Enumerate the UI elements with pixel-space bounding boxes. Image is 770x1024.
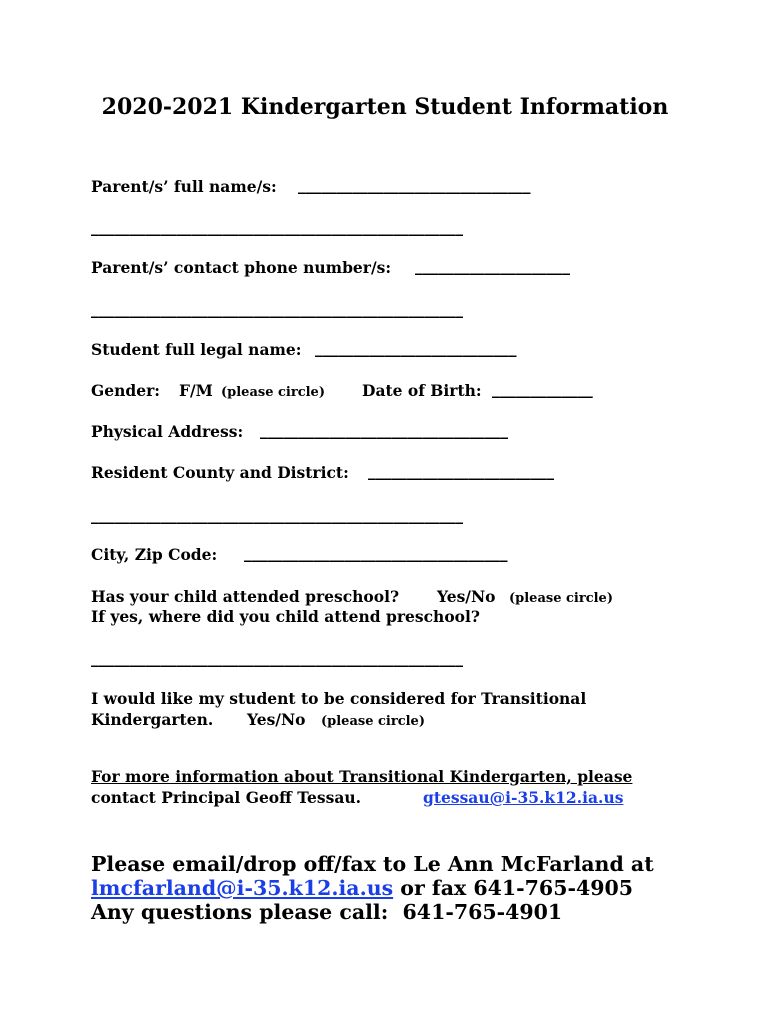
- parent-name-label: Parent/s’ full name/s:: [91, 177, 277, 196]
- parent-phone-label: Parent/s’ contact phone number/s:: [91, 258, 392, 277]
- transitional-note: (please circle): [321, 714, 425, 729]
- parent-phone-field-line2[interactable]: ________________________________________________: [91, 299, 463, 318]
- info-line1: For more information about Transitional Kindergarten, please: [91, 767, 633, 786]
- transitional-options[interactable]: Yes/No: [247, 710, 306, 729]
- preschool-followup: If yes, where did you child attend preschool?: [91, 607, 480, 626]
- county-label: Resident County and District:: [91, 463, 349, 482]
- transitional-line1: I would like my student to be considered for Transitional: [91, 689, 587, 708]
- address-field[interactable]: ________________________________: [260, 420, 508, 439]
- student-name-field[interactable]: __________________________: [315, 338, 517, 357]
- info-line2: contact Principal Geoff Tessau.: [91, 788, 362, 807]
- address-label: Physical Address:: [91, 422, 244, 441]
- contact-email-link[interactable]: lmcfarland@i-35.k12.ia.us: [91, 876, 394, 900]
- dob-field[interactable]: _____________: [492, 379, 593, 398]
- footer-line1: Please email/drop off/fax to Le Ann McFarland at: [91, 852, 654, 876]
- gender-options[interactable]: F/M: [179, 381, 213, 400]
- preschool-where-field[interactable]: ________________________________________________: [91, 648, 463, 667]
- dob-label: Date of Birth:: [362, 381, 482, 400]
- county-field[interactable]: ________________________: [368, 461, 554, 480]
- fax-number: or fax 641-765-4905: [393, 876, 634, 900]
- city-zip-label: City, Zip Code:: [91, 545, 218, 564]
- preschool-question: Has your child attended preschool?: [91, 587, 400, 606]
- gender-label: Gender:: [91, 381, 160, 400]
- parent-phone-field[interactable]: ____________________: [415, 256, 570, 275]
- city-zip-field[interactable]: __________________________________: [244, 543, 508, 562]
- preschool-note: (please circle): [509, 591, 613, 606]
- transitional-line2: Kindergarten.: [91, 710, 214, 729]
- preschool-options[interactable]: Yes/No: [437, 587, 496, 606]
- footer-line2: [91, 876, 633, 900]
- student-name-label: Student full legal name:: [91, 340, 302, 359]
- footer-line3: Any questions please call: 641-765-4901: [91, 900, 563, 924]
- parent-name-field[interactable]: ______________________________: [298, 175, 531, 194]
- parent-name-field-line2[interactable]: ________________________________________________: [91, 217, 463, 236]
- county-field-line2[interactable]: ________________________________________________: [91, 505, 463, 524]
- gender-note: (please circle): [221, 385, 325, 400]
- principal-email-link[interactable]: gtessau@i-35.k12.ia.us: [423, 788, 624, 807]
- page-title: 2020-2021 Kindergarten Student Information: [101, 94, 669, 120]
